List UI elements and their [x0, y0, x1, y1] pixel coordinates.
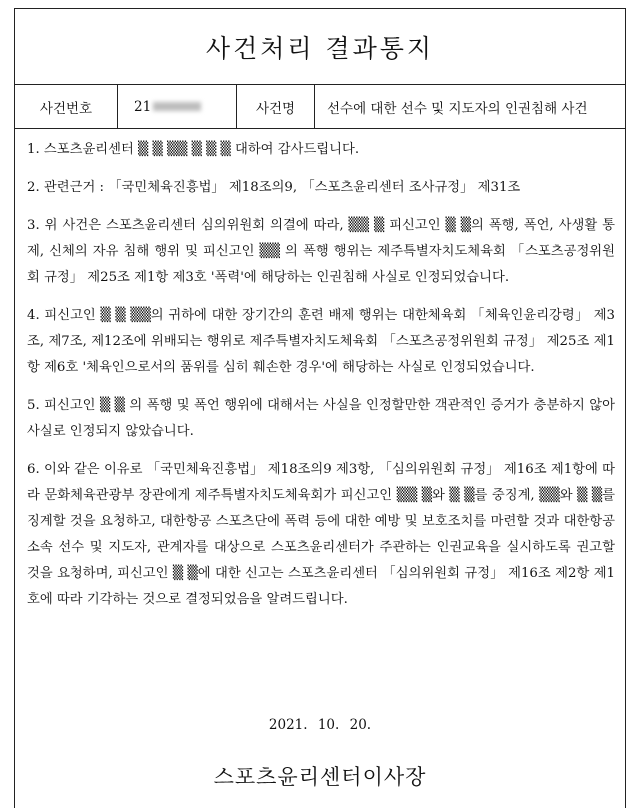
document-title: 사건처리 결과통지 [15, 9, 625, 85]
case-number-label: 사건번호 [15, 85, 118, 128]
paragraph-4: 4. 피신고인 ▒ ▒ ▒▒의 귀하에 대한 장기간의 훈련 배제 행위는 대한체육회 「체육인윤리강령」 제3조, 제7조, 제12조에 위배되는 행위로 제주특별자치도체육회 「스포츠공정위원회 규정」 제25조 제1항 제6호 '체육인으로서의 품위를 심히 훼손한 경우'에 해당하는 사실로 인정되었습니다. [27, 308, 615, 375]
case-number-cell [118, 85, 237, 128]
case-number-value: 21 [134, 98, 152, 115]
document-body [15, 129, 625, 613]
paragraph-5: 5. 피신고인 ▒ ▒ 의 폭행 및 폭언 행위에 대해서는 사실을 인정할만한 객관적인 증거가 충분하지 않아 사실로 인정되지 않았습니다. [27, 398, 615, 439]
case-name-value: 선수에 대한 선수 및 지도자의 인권침해 사건 [327, 100, 588, 117]
paragraph-2: 2. 관련근거 : 「국민체육진흥법」 제18조의9, 「스포츠윤리센터 조사규정」 제31조 [27, 180, 521, 195]
case-name-label: 사건명 [237, 85, 315, 128]
paragraph-1: 1. 스포츠윤리센터 ▒ ▒ ▒▒ ▒ ▒ ▒ 대하여 감사드립니다. [27, 142, 360, 157]
issue-date: 2021. 10. 20. [268, 717, 372, 733]
signature: 스포츠윤리센터이사장 [213, 765, 427, 789]
redaction-blur [153, 102, 201, 111]
paragraph-6: 6. 이와 같은 이유로 「국민체육진흥법」 제18조의9 제3항, 「심의위원회 규정」 제16조 제1항에 따라 문화체육관광부 장관에게 제주특별자치도체육회가 피신고인 ▒▒ ▒와 ▒ ▒를 중징계, ▒▒와 ▒ ▒를 징계할 것을 요청하고, 대한항공 스포츠단에 폭력 등에 대한 예방 및 보호조치를 마련할 것과 대한항공 소속 선수 및 지도자, 관계자를 대상으로 스포츠윤리센터가 주관하는 인권교육을 실시하도록 권고할 것을 요청하며, 피신고인 ▒ ▒에 대한 신고는 스포츠윤리센터 「심의위원회 규정」 제16조 제2항 제1호에 따라 기각하는 것으로 결정되었음을 알려드립니다. [27, 462, 615, 607]
case-info-row [15, 85, 625, 129]
notice-document [14, 8, 626, 808]
paragraph-3: 3. 위 사건은 스포츠윤리센터 심의위원회 의결에 따라, ▒▒ ▒ 피신고인 ▒ ▒의 폭행, 폭언, 사생활 통제, 신체의 자유 침해 행위 및 피신고인 ▒▒ 의 폭행 행위는 제주특별자치도체육회 「스포츠공정위원회 규정」 제25조 제1항 제3호 '폭력'에 해당하는 인권침해 사실로 인정되었습니다. [27, 218, 615, 285]
